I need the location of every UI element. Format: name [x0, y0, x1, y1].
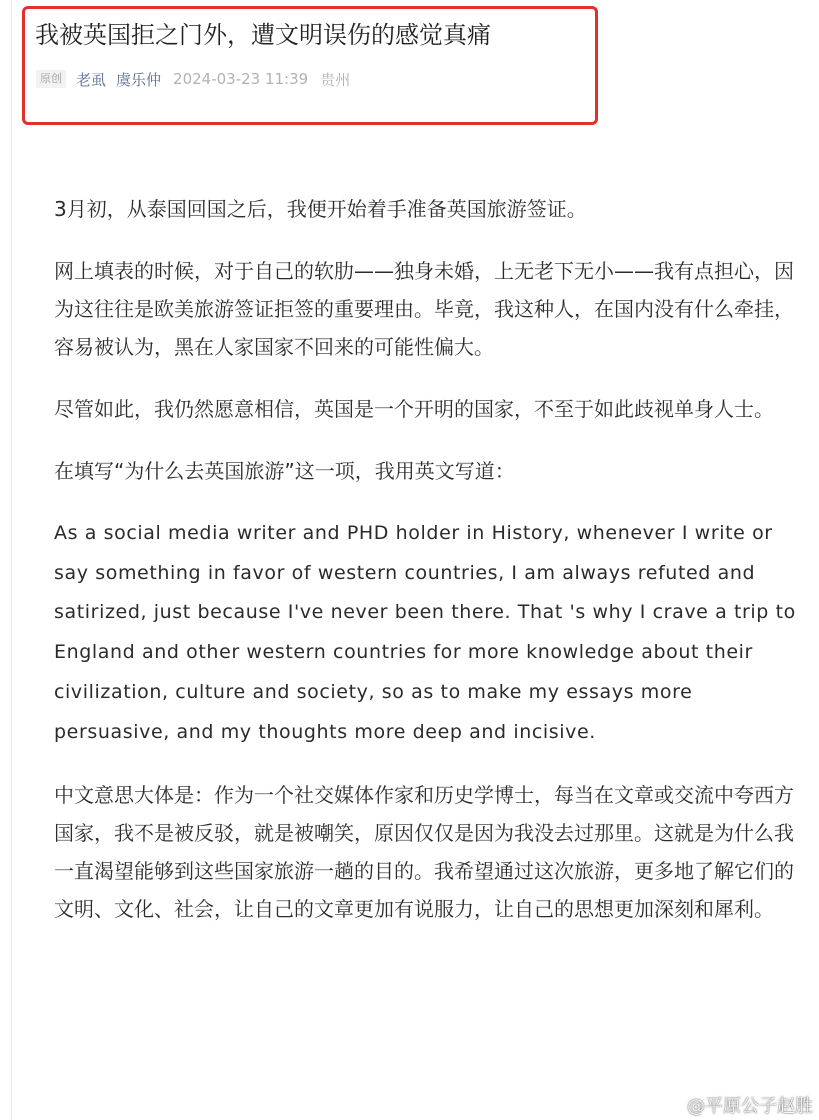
article-meta — [36, 67, 350, 91]
article-title: 我被英国拒之门外，遭文明误伤的感觉真痛 — [35, 21, 491, 49]
article-body — [54, 190, 799, 952]
paragraph: 中文意思大体是：作为一个社交媒体作家和历史学博士，每当在文章或交流中夸西方国家，我不是被反驳，就是被嘲笑，原因仅仅是因为我没去过那里。这就是为什么我一直渴望能够到这些国家旅游一趟的目的。我希望通过这次旅游，更多地了解它们的文明、文化、社会，让自己的文章更加有说服力，让自己的思想更加深刻和犀利。 — [54, 783, 794, 922]
author-name-link[interactable]: 虞乐仲 — [116, 70, 162, 89]
watermark-text: @平原公子赵胜 — [687, 1096, 813, 1117]
weibo-watermark — [659, 1092, 813, 1118]
publish-location: 贵州 — [320, 70, 351, 89]
paragraph: 3月初，从泰国回国之后，我便开始着手准备英国旅游签证。 — [54, 197, 587, 221]
publish-datetime: 2024-03-23 11:39 — [173, 70, 309, 88]
left-divider — [11, 0, 12, 1120]
paragraph: 尽管如此，我仍然愿意相信，英国是一个开明的国家，不至于如此歧视单身人士。 — [54, 397, 774, 421]
weibo-icon — [659, 1095, 683, 1115]
account-name-link[interactable]: 老虱 — [76, 70, 107, 89]
paragraph-english: As a social media writer and PHD holder in History, whenever I write or say something in favor of western countries, I am always refuted and satirized, just because I've never been there. That 's why I crave a trip to England and other western countries for more knowledge about their civilization, culture and society, so as to make my essays more persuasive, and my thoughts more deep and incisive. — [54, 522, 796, 743]
paragraph: 在填写“为什么去英国旅游”这一项，我用英文写道： — [54, 459, 515, 483]
original-badge: 原创 — [36, 70, 66, 88]
paragraph: 网上填表的时候，对于自己的软肋——独身未婚，上无老下无小——我有点担心，因为这往往是欧美旅游签证拒签的重要理由。毕竟，我这种人，在国内没有什么牵挂，容易被认为，黑在人家国家不回来的可能性偏大。 — [54, 259, 794, 359]
